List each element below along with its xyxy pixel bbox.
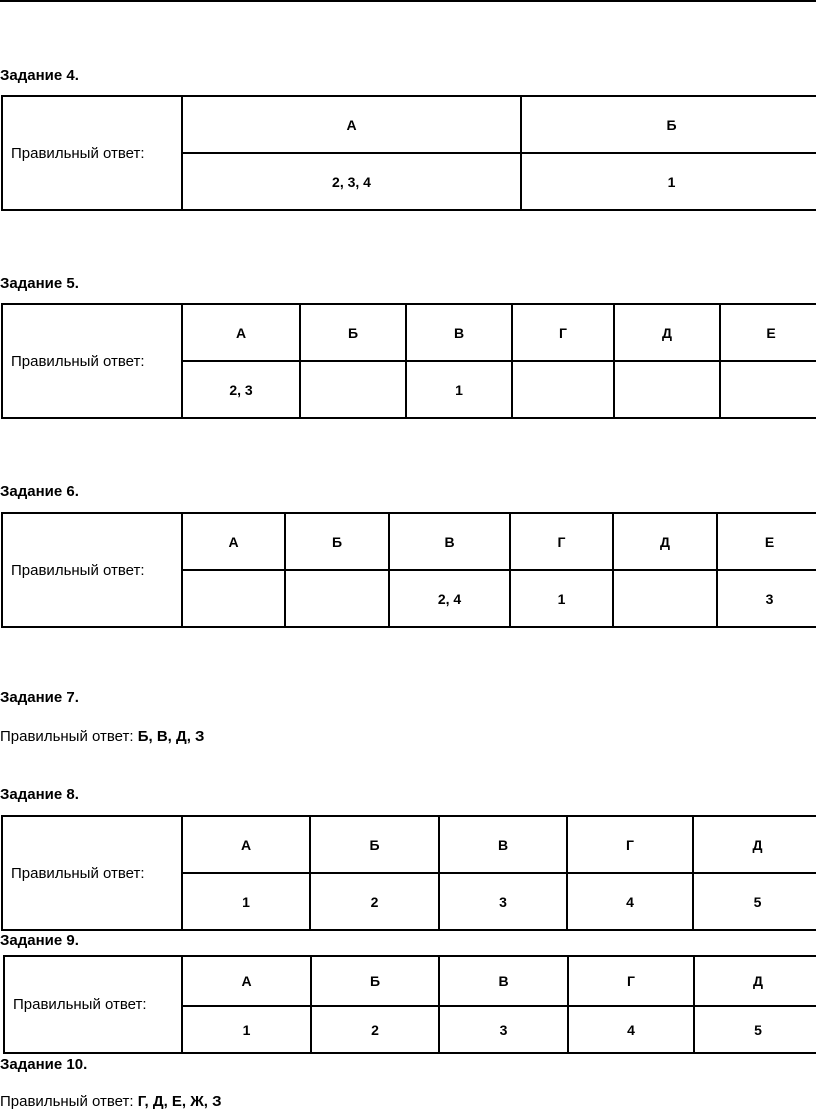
task-6-value-a [182,570,285,627]
task-5-value-a: 2, 3 [182,361,300,418]
task-5-value-d [614,361,720,418]
task-5-answer-table [1,303,816,419]
task-4-header-b: Б [521,96,816,153]
task-5-header-v: В [406,304,512,361]
task-10-title: Задание 10. [0,1056,88,1073]
task-8-value-b: 2 [310,873,439,930]
task-10-answer: Г, Д, Е, Ж, З [137,1093,222,1110]
task-9-value-d: 5 [694,1006,816,1053]
task-8-header-b: Б [310,816,439,873]
task-6-value-e: 3 [717,570,816,627]
task-9-label: Правильный ответ: [4,956,182,1053]
task-9-value-v: 3 [439,1006,568,1053]
task-6-header-e: Е [717,513,816,570]
task-7-label: Правильный ответ: [0,728,134,745]
task-6-value-g: 1 [510,570,613,627]
task-8-header-v: В [439,816,567,873]
task-6-value-d [613,570,717,627]
task-6-header-b: Б [285,513,389,570]
task-5-header-b: Б [300,304,406,361]
task-9-header-d: Д [694,956,816,1006]
task-7-title: Задание 7. [0,689,79,706]
task-6-label: Правильный ответ: [2,513,182,627]
task-5-header-a: А [182,304,300,361]
task-8-header-g: Г [567,816,693,873]
task-8-header-a: А [182,816,310,873]
task-6-answer-table [1,512,816,628]
task-5-value-v: 1 [406,361,512,418]
task-4-header-a: А [182,96,521,153]
task-7-answer: Б, В, Д, З [137,728,205,745]
task-9-header-a: А [182,956,311,1006]
task-6-value-b [285,570,389,627]
task-10-answer-line [0,1093,222,1111]
task-8-value-g: 4 [567,873,693,930]
task-6-header-a: А [182,513,285,570]
task-9-value-b: 2 [311,1006,439,1053]
task-5-header-g: Г [512,304,614,361]
task-9-value-a: 1 [182,1006,311,1053]
task-9-header-b: Б [311,956,439,1006]
task-6-title: Задание 6. [0,483,79,500]
task-5-value-e [720,361,816,418]
task-9-header-v: В [439,956,568,1006]
task-4-title: Задание 4. [0,67,79,84]
task-10-label: Правильный ответ: [0,1093,134,1110]
task-9-value-g: 4 [568,1006,694,1053]
task-9-header-g: Г [568,956,694,1006]
task-8-value-v: 3 [439,873,567,930]
task-8-header-d: Д [693,816,816,873]
task-6-value-v: 2, 4 [389,570,510,627]
task-8-label: Правильный ответ: [2,816,182,930]
task-5-value-b [300,361,406,418]
task-6-header-g: Г [510,513,613,570]
task-6-header-d: Д [613,513,717,570]
top-divider [0,0,816,2]
task-5-value-g [512,361,614,418]
task-4-answer-table [1,95,816,211]
task-7-answer-line [0,728,204,746]
task-8-value-d: 5 [693,873,816,930]
task-9-title: Задание 9. [0,932,79,949]
task-8-value-a: 1 [182,873,310,930]
task-4-value-a: 2, 3, 4 [182,153,521,210]
task-8-title: Задание 8. [0,786,79,803]
task-6-header-v: В [389,513,510,570]
task-8-answer-table [1,815,816,931]
task-5-label: Правильный ответ: [2,304,182,418]
task-9-answer-table [3,955,816,1054]
task-4-value-b: 1 [521,153,816,210]
task-4-label: Правильный ответ: [2,96,182,210]
task-5-header-e: Е [720,304,816,361]
task-5-title: Задание 5. [0,275,79,292]
task-5-header-d: Д [614,304,720,361]
